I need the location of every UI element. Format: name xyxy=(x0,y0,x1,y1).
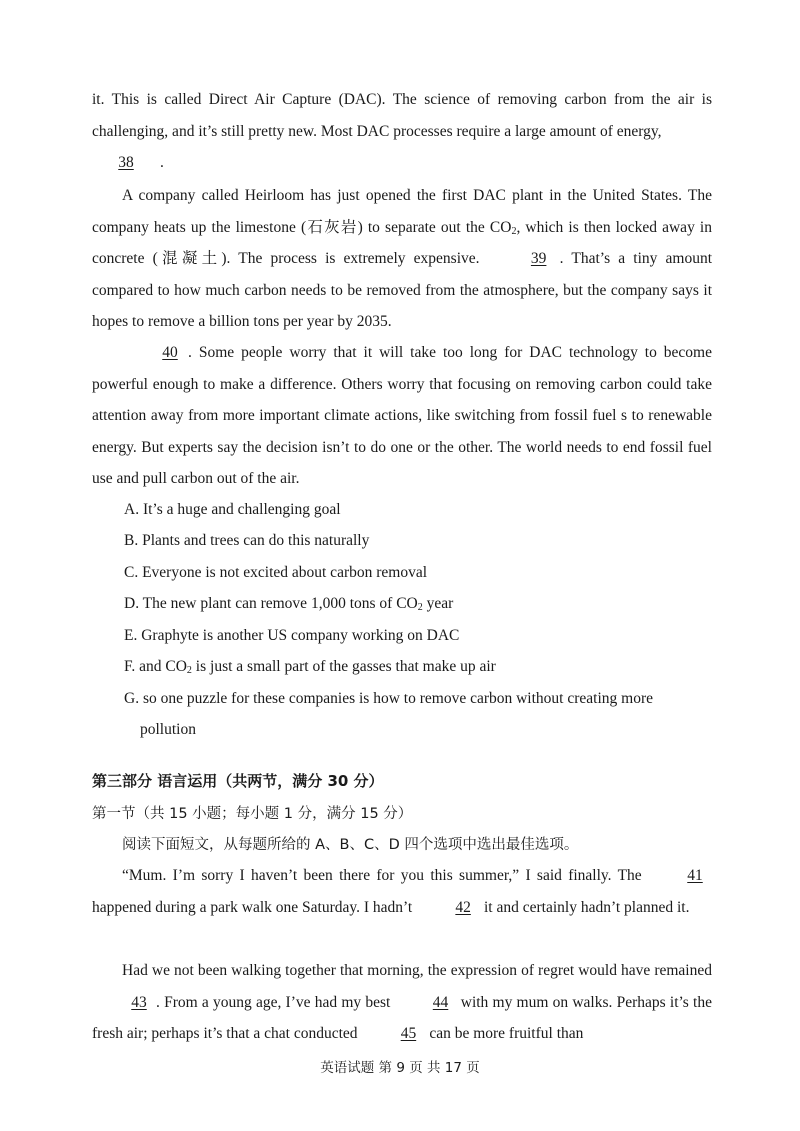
cloze-paragraph-2: Had we not been walking together that morning, the expression of regret would have remained 43 . From a young age, I’ve had my best 44 with my mum on walks. Perhaps it’s the fresh air; perhaps it’s that a chat conducted 45 can be more fruitful than xyxy=(92,955,712,1050)
paragraph-worry: 40 . Some people worry that it will take too long for DAC technology to become powerful enough to make a difference. Others worry that focusing on removing carbon could take attention away from more important climate actions, like switching from fossil fuel s to renewable energy. But experts say the decision isn’t to do one or the other. The world needs to end fossil fuel use and pull carbon out of the air. xyxy=(92,337,712,495)
concrete-chinese: 混凝土 xyxy=(157,249,222,267)
option-b[interactable]: B. Plants and trees can do this naturally xyxy=(124,532,370,549)
option-c[interactable]: C. Everyone is not excited about carbon removal xyxy=(124,564,428,581)
blank-40[interactable]: 40 xyxy=(162,344,178,361)
option-f[interactable]: F. and $CO_2$ is just a small part of the gasses that make up air xyxy=(124,658,496,676)
option-a[interactable]: A. It’s a huge and challenging goal xyxy=(124,501,341,518)
cloze-paragraph-1: “Mum. I’m sorry I haven’t been there for you this summer,” I said finally. The 41 happened during a park walk one Saturday. I hadn’t 42 it and certainly hadn’t planned it. xyxy=(92,860,712,923)
option-d[interactable]: D. The new plant can remove 1,000 tons of $CO_2$ year xyxy=(124,595,454,613)
blank-42[interactable]: 42 xyxy=(455,898,471,916)
blank-38[interactable]: 38 xyxy=(118,154,134,171)
subsection-heading: 第一节（共 15 小题；每小题 1 分，满分 15 分） xyxy=(92,806,413,822)
passage-text: it. This is called Direct Air Capture (DAC). The science of removing carbon from the air is challenging, and it’s still pretty new. Most DAC processes require a large amount of energy, xyxy=(92,91,712,140)
passage-continuation: it. This is called Direct Air Capture (DAC). The science of removing carbon from the air is challenging, and it’s still pretty new. Most DAC processes require a large amount of energy, 38 . xyxy=(92,84,712,179)
section-heading: 第三部分 语言运用（共两节，满分 30 分） xyxy=(92,772,384,790)
blank-44[interactable]: 44 xyxy=(432,993,449,1011)
blank-39[interactable]: 39 xyxy=(530,250,547,267)
blank-45[interactable]: 45 xyxy=(400,1025,417,1042)
option-e[interactable]: E. Graphyte is another US company working on DAC xyxy=(124,627,460,644)
paragraph-heirloom: A company called Heirloom has just opened the first DAC plant in the United States. The company heats up the limestone (石灰岩) to separate out the $CO_2$, which is then locked away in concrete (混凝土). The process is extremely expensive. 39 . That’s a tiny amount compared to how much carbon needs to be removed from the atmosphere, but the company says it hopes to remove a billion tons per year by 2035. xyxy=(92,187,713,330)
option-g-continuation: pollution xyxy=(140,721,196,738)
blank-43[interactable]: 43 xyxy=(131,993,147,1011)
blank-41[interactable]: 41 xyxy=(687,867,703,884)
instruction-text: 阅读下面短文，从每题所给的 A、B、C、D 四个选项中选出最佳选项。 xyxy=(122,837,579,853)
page-footer: 英语试题 第 9 页 共 17 页 xyxy=(320,1060,480,1076)
option-g[interactable]: G. so one puzzle for these companies is how to remove carbon without creating more xyxy=(124,690,653,707)
limestone-chinese: 石灰岩 xyxy=(306,217,358,236)
